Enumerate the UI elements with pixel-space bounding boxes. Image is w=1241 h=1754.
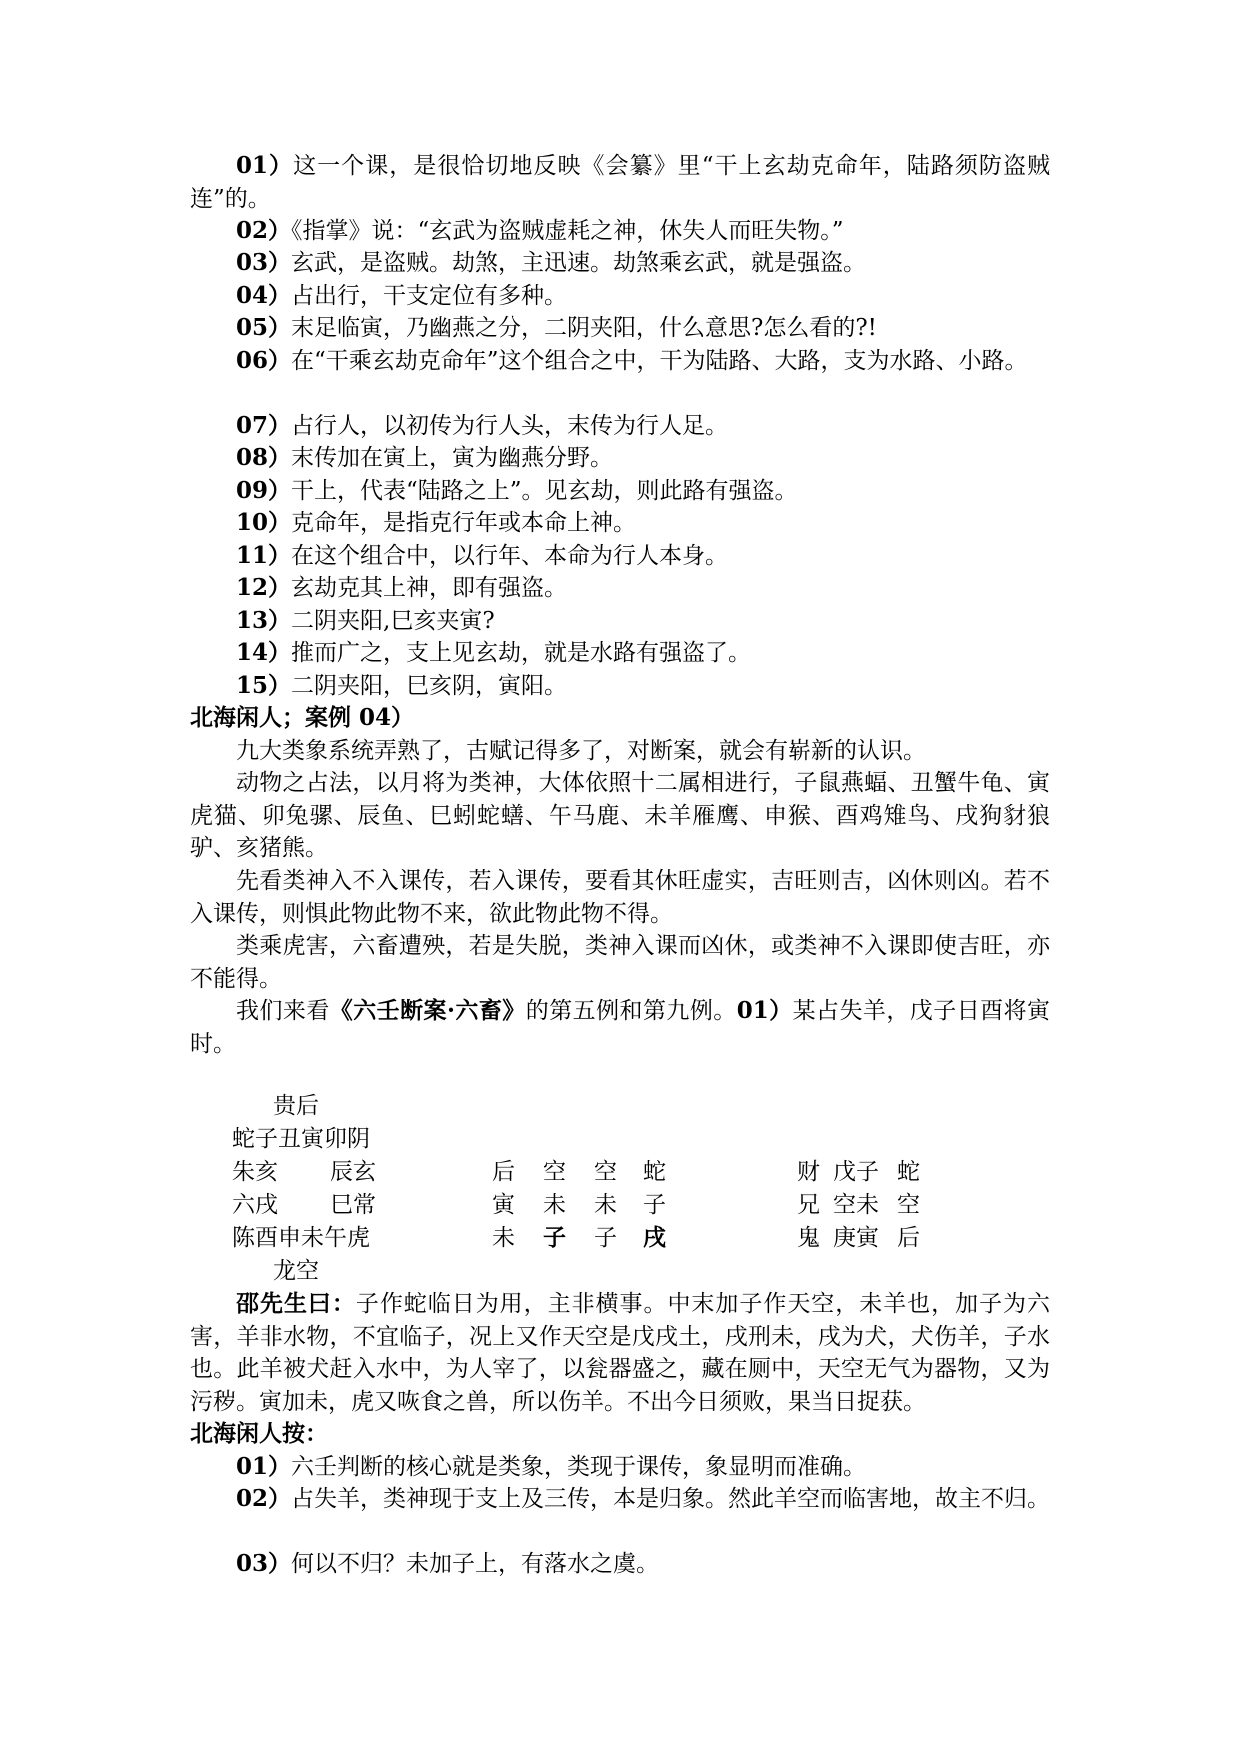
list-item: 02）占失羊，类神现于支上及三传，本是归象。然此羊空而临害地，故主不归。: [236, 1485, 1051, 1512]
list-item: 04）占出行，干支定位有多种。: [236, 282, 568, 309]
chart-row: 陈酉申未午虎: [232, 1225, 370, 1251]
transmission-general: 空: [897, 1192, 920, 1218]
paragraph: 九大类象系统弄熟了，古赋记得多了，对断案，就会有崭新的认识。: [236, 738, 926, 764]
paragraph: 动物之占法，以月将为类神，大体依照十二属相进行，子鼠燕蝠、丑蟹牛龟、寅虎猫、卯兔骡、辰鱼、巳蚓蛇蟮、午马鹿、未羊雁鹰、申猴、酉鸡雉鸟、戌狗豺狼驴、亥猪熊。: [190, 770, 1050, 861]
lesson-cell: 蛇: [643, 1159, 666, 1185]
list-item: 12）玄劫克其上神，即有强盗。: [236, 574, 568, 601]
paragraph: 我们来看《六壬断案·六畜》的第五例和第九例。01）某占失羊，戊子日酉将寅时。: [190, 997, 1051, 1057]
chart-row: 辰玄: [330, 1159, 376, 1185]
lesson-cell: 未: [492, 1225, 515, 1251]
transmission-relation: 兄: [797, 1192, 820, 1218]
list-item: 10）克命年，是指克行年或本命上神。: [236, 509, 637, 536]
list-item: 01）这一个课，是很恰切地反映《会纂》里“干上玄劫克命年，陆路须防盗贼连”的。: [190, 152, 1050, 212]
chart-row: 蛇子丑寅卯阴: [232, 1126, 370, 1152]
list-item: 02）《指掌》说：“玄武为盗贼虚耗之神，休失人而旺失物。”: [236, 217, 844, 244]
list-item: 09）干上，代表“陆路之上”。见玄劫，则此路有强盗。: [236, 477, 798, 504]
list-item: 03）何以不归？未加子上，有落水之虞。: [236, 1550, 660, 1577]
transmission-branch: 庚寅: [833, 1225, 879, 1251]
commentary-paragraph: 邵先生曰：子作蛇临日为用，主非横事。中末加子作天空，未羊也，加子为六害，羊非水物，不宜临子，况上又作天空是戊戌土，戌刑未，戌为犬，犬伤羊，子水也。此羊被犬赶入水中，为人宰了，以瓮器盛之，藏在厕中，天空无气为器物，又为污秽。寅加未，虎又咴食之兽，所以伤羊。不出今日须败，果当日捉获。: [190, 1290, 1051, 1415]
lesson-cell: 戌: [643, 1224, 666, 1251]
list-item: 07）占行人，以初传为行人头，末传为行人足。: [236, 412, 729, 439]
section-heading: 北海闲人；案例 04）: [190, 704, 415, 731]
lesson-cell: 寅: [492, 1192, 515, 1218]
section-heading: 北海闲人按：: [190, 1420, 328, 1447]
list-item: 08）末传加在寅上，寅为幽燕分野。: [236, 444, 614, 471]
transmission-branch: 空未: [833, 1192, 879, 1218]
list-item: 13）二阴夹阳,巳亥夹寅?: [236, 607, 495, 634]
paragraph: 类乘虎害，六畜遭殃，若是失脱，类神入课而凶休，或类神不入课即使吉旺，亦不能得。: [190, 933, 1050, 992]
chart-top: 贵后: [273, 1093, 319, 1119]
lesson-cell: 后: [492, 1159, 515, 1185]
transmission-relation: 财: [797, 1159, 820, 1185]
lesson-cell: 子: [543, 1224, 566, 1251]
chart-bottom: 龙空: [273, 1258, 319, 1284]
transmission-branch: 戊子: [833, 1159, 879, 1185]
list-item: 03）玄武，是盗贼。劫煞，主迅速。劫煞乘玄武，就是强盗。: [236, 249, 867, 276]
lesson-cell: 未: [594, 1192, 617, 1218]
list-item: 06）在“干乘玄劫克命年”这个组合之中，干为陆路、大路，支为水路、小路。: [236, 347, 1028, 374]
transmission-relation: 鬼: [797, 1225, 820, 1251]
chart-row: 朱亥: [232, 1159, 278, 1185]
lesson-cell: 未: [543, 1192, 566, 1218]
list-item: 11）在这个组合中，以行年、本命为行人本身。: [236, 542, 729, 569]
list-item: 14）推而广之，支上见玄劫，就是水路有强盗了。: [236, 639, 752, 666]
commentary-label: 邵先生曰：: [236, 1290, 356, 1317]
transmission-general: 蛇: [897, 1159, 920, 1185]
lesson-cell: 子: [643, 1192, 666, 1218]
chart-row: 巳常: [330, 1192, 376, 1218]
list-item: 15）二阴夹阳，巳亥阴，寅阳。: [236, 672, 568, 699]
paragraph: 先看类神入不入课传，若入课传，要看其休旺虚实，吉旺则吉，凶休则凶。若不入课传，则惧此物此物不来，欲此物此物不得。: [190, 868, 1050, 927]
list-item: 01）六壬判断的核心就是类象，类现于课传，象显明而准确。: [236, 1453, 867, 1480]
lesson-cell: 子: [594, 1225, 617, 1251]
chart-row: 六戌: [232, 1192, 278, 1218]
lesson-cell: 空: [594, 1159, 617, 1185]
list-item: 05）末足临寅，乃幽燕之分，二阴夹阳，什么意思?怎么看的?!: [236, 314, 877, 341]
transmission-general: 后: [897, 1225, 920, 1251]
lesson-cell: 空: [543, 1159, 566, 1185]
